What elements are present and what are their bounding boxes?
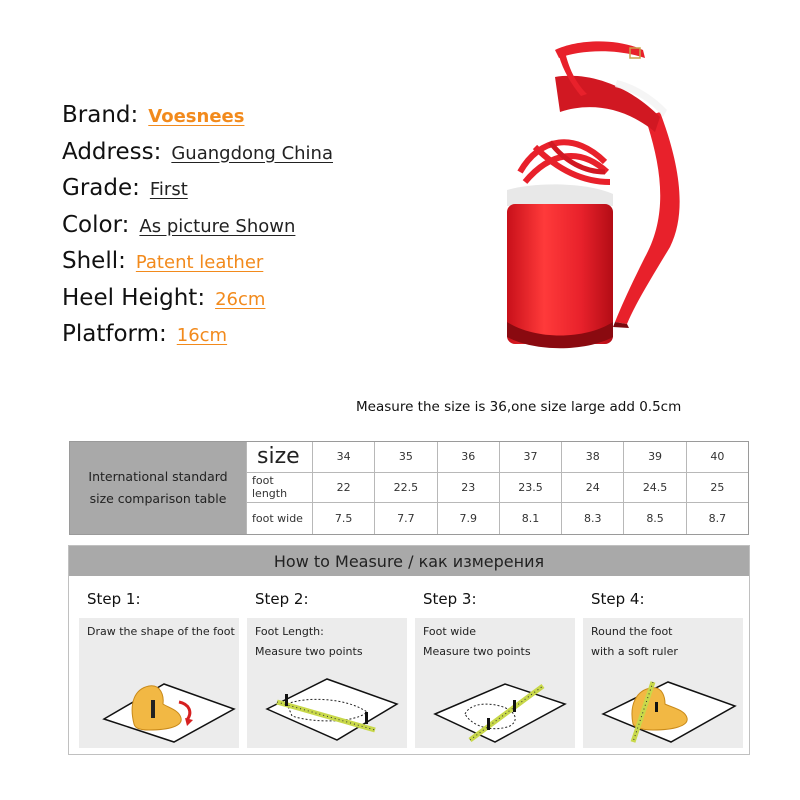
how-to-measure-panel: [68, 545, 750, 755]
table-cell: 37: [499, 442, 561, 473]
spec-row-heel-height: [62, 285, 392, 322]
foot-outline-icon: [89, 674, 239, 744]
measure-step-1: [87, 588, 247, 748]
table-cell: 7.5: [312, 503, 374, 534]
measure-step-2: [255, 588, 415, 748]
size-note: Measure the size is 36,one size large add 0.5cm: [356, 399, 682, 415]
size-comparison-table: [69, 441, 749, 535]
table-cell: 24.5: [623, 473, 685, 504]
spec-row-platform: [62, 321, 392, 358]
spec-row-color: [62, 212, 392, 249]
table-cell: 7.7: [374, 503, 436, 534]
spec-value-heel-height: 26cm: [215, 288, 266, 310]
spec-label: Platform:: [62, 321, 167, 347]
row-label-size: size: [246, 442, 312, 473]
spec-label: Brand:: [62, 102, 139, 128]
step-desc-line1: Foot Length:: [255, 625, 324, 638]
size-table-header: [70, 442, 246, 534]
step-title: Step 4:: [591, 590, 645, 608]
spec-value-grade: First: [149, 179, 188, 200]
table-cell: 34: [312, 442, 374, 473]
measure-step-4: [591, 588, 751, 748]
spec-row-brand: [62, 102, 392, 139]
step-title: Step 2:: [255, 590, 309, 608]
row-label-foot-wide: foot wide: [246, 503, 312, 534]
table-cell: 24: [561, 473, 623, 504]
step-desc-line1: Foot wide: [423, 625, 477, 638]
table-cell: 39: [623, 442, 685, 473]
table-cell: 8.1: [499, 503, 561, 534]
table-cell: 8.7: [686, 503, 748, 534]
step-desc-line2: Measure two points: [255, 645, 363, 658]
how-to-measure-title: How to Measure / как измерения: [69, 546, 749, 576]
size-table-title-line2: size comparison table: [89, 491, 227, 506]
step-description: [87, 622, 235, 642]
foot-length-ruler-icon: [257, 674, 407, 744]
size-table-grid: [246, 442, 748, 534]
red-platform-sandal-image: [495, 22, 685, 362]
table-cell: 35: [374, 442, 436, 473]
foot-circumference-ruler-icon: [593, 674, 743, 744]
spec-row-address: [62, 139, 392, 176]
step-description: [423, 622, 531, 662]
table-cell: 40: [686, 442, 748, 473]
table-cell: 7.9: [437, 503, 499, 534]
spec-label: Grade:: [62, 175, 140, 201]
step-desc-line1: Draw the shape of the foot: [87, 625, 235, 638]
table-cell: 23.5: [499, 473, 561, 504]
step-description: [255, 622, 363, 662]
spec-value-platform: 16cm: [176, 325, 228, 346]
row-label-foot-length: foot length: [246, 473, 312, 504]
table-cell: 38: [561, 442, 623, 473]
spec-label: Shell:: [62, 248, 126, 274]
spec-value-shell: Patent leather: [135, 252, 264, 273]
spec-row-shell: [62, 248, 392, 285]
table-cell: 23: [437, 473, 499, 504]
product-spec-list: [62, 102, 392, 358]
step-title: Step 3:: [423, 590, 477, 608]
table-cell: 36: [437, 442, 499, 473]
measure-step-3: [423, 588, 583, 748]
table-cell: 8.3: [561, 503, 623, 534]
spec-value-address: Guangdong China: [171, 142, 333, 164]
step-desc-line1: Round the foot: [591, 625, 673, 638]
spec-label: Color:: [62, 211, 130, 238]
table-cell: 22.5: [374, 473, 436, 504]
spec-value-color: As picture Shown: [139, 215, 296, 237]
spec-label: Heel Height:: [62, 284, 206, 311]
table-cell: 25: [686, 473, 748, 504]
step-description: [591, 622, 678, 662]
table-cell: 22: [312, 473, 374, 504]
size-table-title-line1: International standard: [88, 469, 228, 484]
spec-row-grade: [62, 175, 392, 212]
step-desc-line2: Measure two points: [423, 645, 531, 658]
step-desc-line2: with a soft ruler: [591, 645, 678, 658]
step-title: Step 1:: [87, 590, 141, 608]
foot-width-ruler-icon: [425, 674, 575, 744]
table-cell: 8.5: [623, 503, 685, 534]
spec-value-brand: Voesnees: [148, 106, 245, 127]
spec-label: Address:: [62, 138, 162, 165]
